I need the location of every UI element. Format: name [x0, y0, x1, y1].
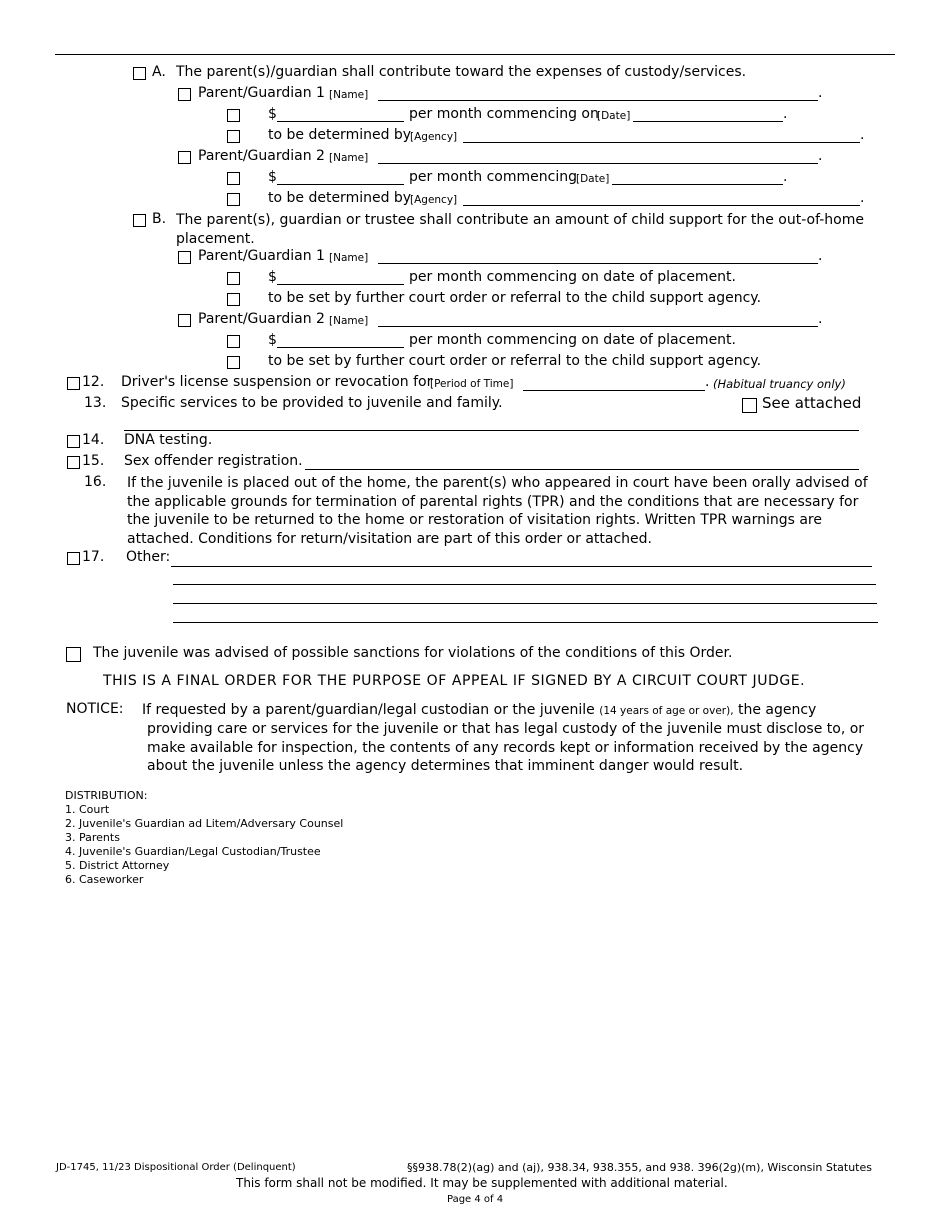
- notice-text-after: the agency providing care or services for the juvenile or that has legal custody of the juvenile must disclose to, or make available for inspection, the contents of any records kept or information received by the agency about the juvenile unless the agency determines that imminent danger would result.: [147, 702, 865, 775]
- notice-text: [142, 701, 884, 776]
- item13-services-field[interactable]: [124, 430, 859, 431]
- period: .: [818, 85, 823, 101]
- item15-checkbox[interactable]: [67, 456, 80, 469]
- b-pg2-per-month: per month commencing on date of placement.: [409, 332, 736, 348]
- a-pg2-agency-field[interactable]: [463, 205, 860, 206]
- item17-line-3[interactable]: [173, 603, 877, 604]
- period: .: [818, 148, 823, 164]
- item17-num: 17.: [82, 549, 105, 565]
- b-pg2-amount-checkbox[interactable]: [227, 335, 240, 348]
- period: .: [783, 169, 788, 185]
- footer-form-id: JD-1745, 11/23 Dispositional Order (Delinquent): [56, 1162, 296, 1173]
- notice-text-before: If requested by a parent/guardian/legal custodian or the juvenile: [142, 702, 595, 718]
- item14-checkbox[interactable]: [67, 435, 80, 448]
- item13-num: 13.: [84, 395, 107, 411]
- distribution-item: 1. Court: [65, 803, 110, 816]
- period: .: [783, 106, 788, 122]
- item16-text: If the juvenile is placed out of the home, the parent(s) who appeared in court have been orally advised of the applicable grounds for termination of parental rights (TPR) and the conditions that are necessary for the juvenile to be returned to the home or restoration of visitation rights. Written TPR warnings are attached. Conditions for return/visitation are part of this order or attached.: [127, 475, 868, 548]
- b-pg1-set-text: to be set by further court order or referral to the child support agency.: [268, 290, 762, 306]
- b-pg2-name-field[interactable]: [378, 326, 818, 327]
- b-pg2-dollar: $: [268, 332, 277, 348]
- b-pg1-name-field[interactable]: [378, 263, 818, 264]
- footer-page-number: Page 4 of 4: [447, 1194, 504, 1205]
- item12-checkbox[interactable]: [67, 377, 80, 390]
- a-pg1-checkbox[interactable]: [178, 88, 191, 101]
- b-pg2-set-checkbox[interactable]: [227, 356, 240, 369]
- sanctions-checkbox[interactable]: [66, 647, 81, 662]
- a-pg1-amount-field[interactable]: [277, 121, 404, 122]
- item12-text: Driver's license suspension or revocation for: [121, 374, 433, 390]
- final-order-statement: THIS IS A FINAL ORDER FOR THE PURPOSE OF APPEAL IF SIGNED BY A CIRCUIT COURT JUDGE.: [103, 673, 806, 689]
- period: .: [818, 311, 823, 327]
- b-pg2-checkbox[interactable]: [178, 314, 191, 327]
- notice-label: NOTICE:: [66, 701, 124, 717]
- b-pg2-set-text: to be set by further court order or referral to the child support agency.: [268, 353, 762, 369]
- distribution-item: 5. District Attorney: [65, 859, 170, 872]
- a-pg1-agency-hint: [Agency]: [410, 131, 458, 143]
- a-pg2-dollar: $: [268, 169, 277, 185]
- item12-note: (Habitual truancy only): [713, 377, 846, 391]
- b-pg1-set-checkbox[interactable]: [227, 293, 240, 306]
- item17-line-2[interactable]: [173, 584, 876, 585]
- b-pg2-amount-field[interactable]: [277, 347, 404, 348]
- period: .: [860, 127, 865, 143]
- item14-text: DNA testing.: [124, 432, 213, 448]
- footer-statutes: §§938.78(2)(ag) and (aj), 938.34, 938.355, and 938. 396(2g)(m), Wisconsin Statutes: [407, 1161, 872, 1174]
- item15-field[interactable]: [305, 469, 859, 470]
- a-pg2-agency-hint: [Agency]: [410, 194, 458, 206]
- a-pg1-tbd-checkbox[interactable]: [227, 130, 240, 143]
- item17-line-1[interactable]: [171, 566, 872, 567]
- a-pg2-name-field[interactable]: [378, 163, 818, 164]
- item13-text: Specific services to be provided to juvenile and family.: [121, 395, 503, 411]
- section-a-text: The parent(s)/guardian shall contribute toward the expenses of custody/services.: [176, 64, 747, 80]
- item17-line-4[interactable]: [173, 622, 878, 623]
- item12-period-field[interactable]: [523, 390, 705, 391]
- a-pg2-tbd-checkbox[interactable]: [227, 193, 240, 206]
- a-pg1-tbd-text: to be determined by: [268, 127, 412, 143]
- item17-checkbox[interactable]: [67, 552, 80, 565]
- a-pg1-per-month: per month commencing on: [409, 106, 599, 122]
- a-pg2-tbd-text: to be determined by: [268, 190, 412, 206]
- distribution-item: 3. Parents: [65, 831, 120, 844]
- a-pg2-date-field[interactable]: [612, 184, 783, 185]
- notice-age-hint: (14 years of age or over),: [599, 705, 734, 717]
- a-pg1-name-field[interactable]: [378, 100, 818, 101]
- a-pg1-date-hint: [Date]: [597, 110, 631, 122]
- b-pg1-per-month: per month commencing on date of placement.: [409, 269, 736, 285]
- period: .: [705, 374, 710, 390]
- b-pg1-label: Parent/Guardian 1: [198, 248, 325, 264]
- a-pg2-name-hint: [Name]: [329, 152, 369, 164]
- section-b-label: B.: [152, 211, 167, 227]
- b-pg1-amount-checkbox[interactable]: [227, 272, 240, 285]
- a-pg2-amount-checkbox[interactable]: [227, 172, 240, 185]
- b-pg2-name-hint: [Name]: [329, 315, 369, 327]
- item14-num: 14.: [82, 432, 105, 448]
- section-a-label: A.: [152, 64, 166, 80]
- b-pg1-amount-field[interactable]: [277, 284, 404, 285]
- top-rule: [55, 54, 895, 55]
- item12-hint: [Period of Time]: [430, 378, 514, 390]
- a-pg2-per-month: per month commencing: [409, 169, 577, 185]
- item15-text: Sex offender registration.: [124, 453, 303, 469]
- distribution-item: 6. Caseworker: [65, 873, 144, 886]
- footer-notice: This form shall not be modified. It may be supplemented with additional material.: [236, 1176, 728, 1190]
- b-pg2-label: Parent/Guardian 2: [198, 311, 325, 327]
- a-pg2-checkbox[interactable]: [178, 151, 191, 164]
- distribution-heading: DISTRIBUTION:: [65, 789, 148, 802]
- a-pg1-label: Parent/Guardian 1: [198, 85, 325, 101]
- a-pg2-amount-field[interactable]: [277, 184, 404, 185]
- distribution-item: 2. Juvenile's Guardian ad Litem/Adversary Counsel: [65, 817, 344, 830]
- a-pg1-agency-field[interactable]: [463, 142, 860, 143]
- distribution-item: 4. Juvenile's Guardian/Legal Custodian/Trustee: [65, 845, 321, 858]
- a-pg2-date-hint: [Date]: [576, 173, 610, 185]
- a-pg1-date-field[interactable]: [633, 121, 783, 122]
- distribution: [65, 789, 343, 887]
- item15-num: 15.: [82, 453, 105, 469]
- see-attached-checkbox[interactable]: [742, 398, 757, 413]
- sanctions-text: The juvenile was advised of possible sanctions for violations of the conditions of this Order.: [93, 645, 733, 661]
- a-pg1-dollar: $: [268, 106, 277, 122]
- period: .: [860, 190, 865, 206]
- a-pg1-amount-checkbox[interactable]: [227, 109, 240, 122]
- a-pg2-label: Parent/Guardian 2: [198, 148, 325, 164]
- item16-num: 16.: [84, 474, 107, 490]
- b-pg1-name-hint: [Name]: [329, 252, 369, 264]
- section-b-checkbox[interactable]: [133, 214, 146, 227]
- period: .: [818, 248, 823, 264]
- see-attached-label: See attached: [762, 394, 862, 412]
- b-pg1-dollar: $: [268, 269, 277, 285]
- a-pg1-name-hint: [Name]: [329, 89, 369, 101]
- item17-label: Other:: [126, 549, 171, 565]
- b-pg1-checkbox[interactable]: [178, 251, 191, 264]
- item12-num: 12.: [82, 374, 105, 390]
- section-a-checkbox[interactable]: [133, 67, 146, 80]
- section-b-text: The parent(s), guardian or trustee shall contribute an amount of child support for the out-of-home placement.: [176, 212, 864, 247]
